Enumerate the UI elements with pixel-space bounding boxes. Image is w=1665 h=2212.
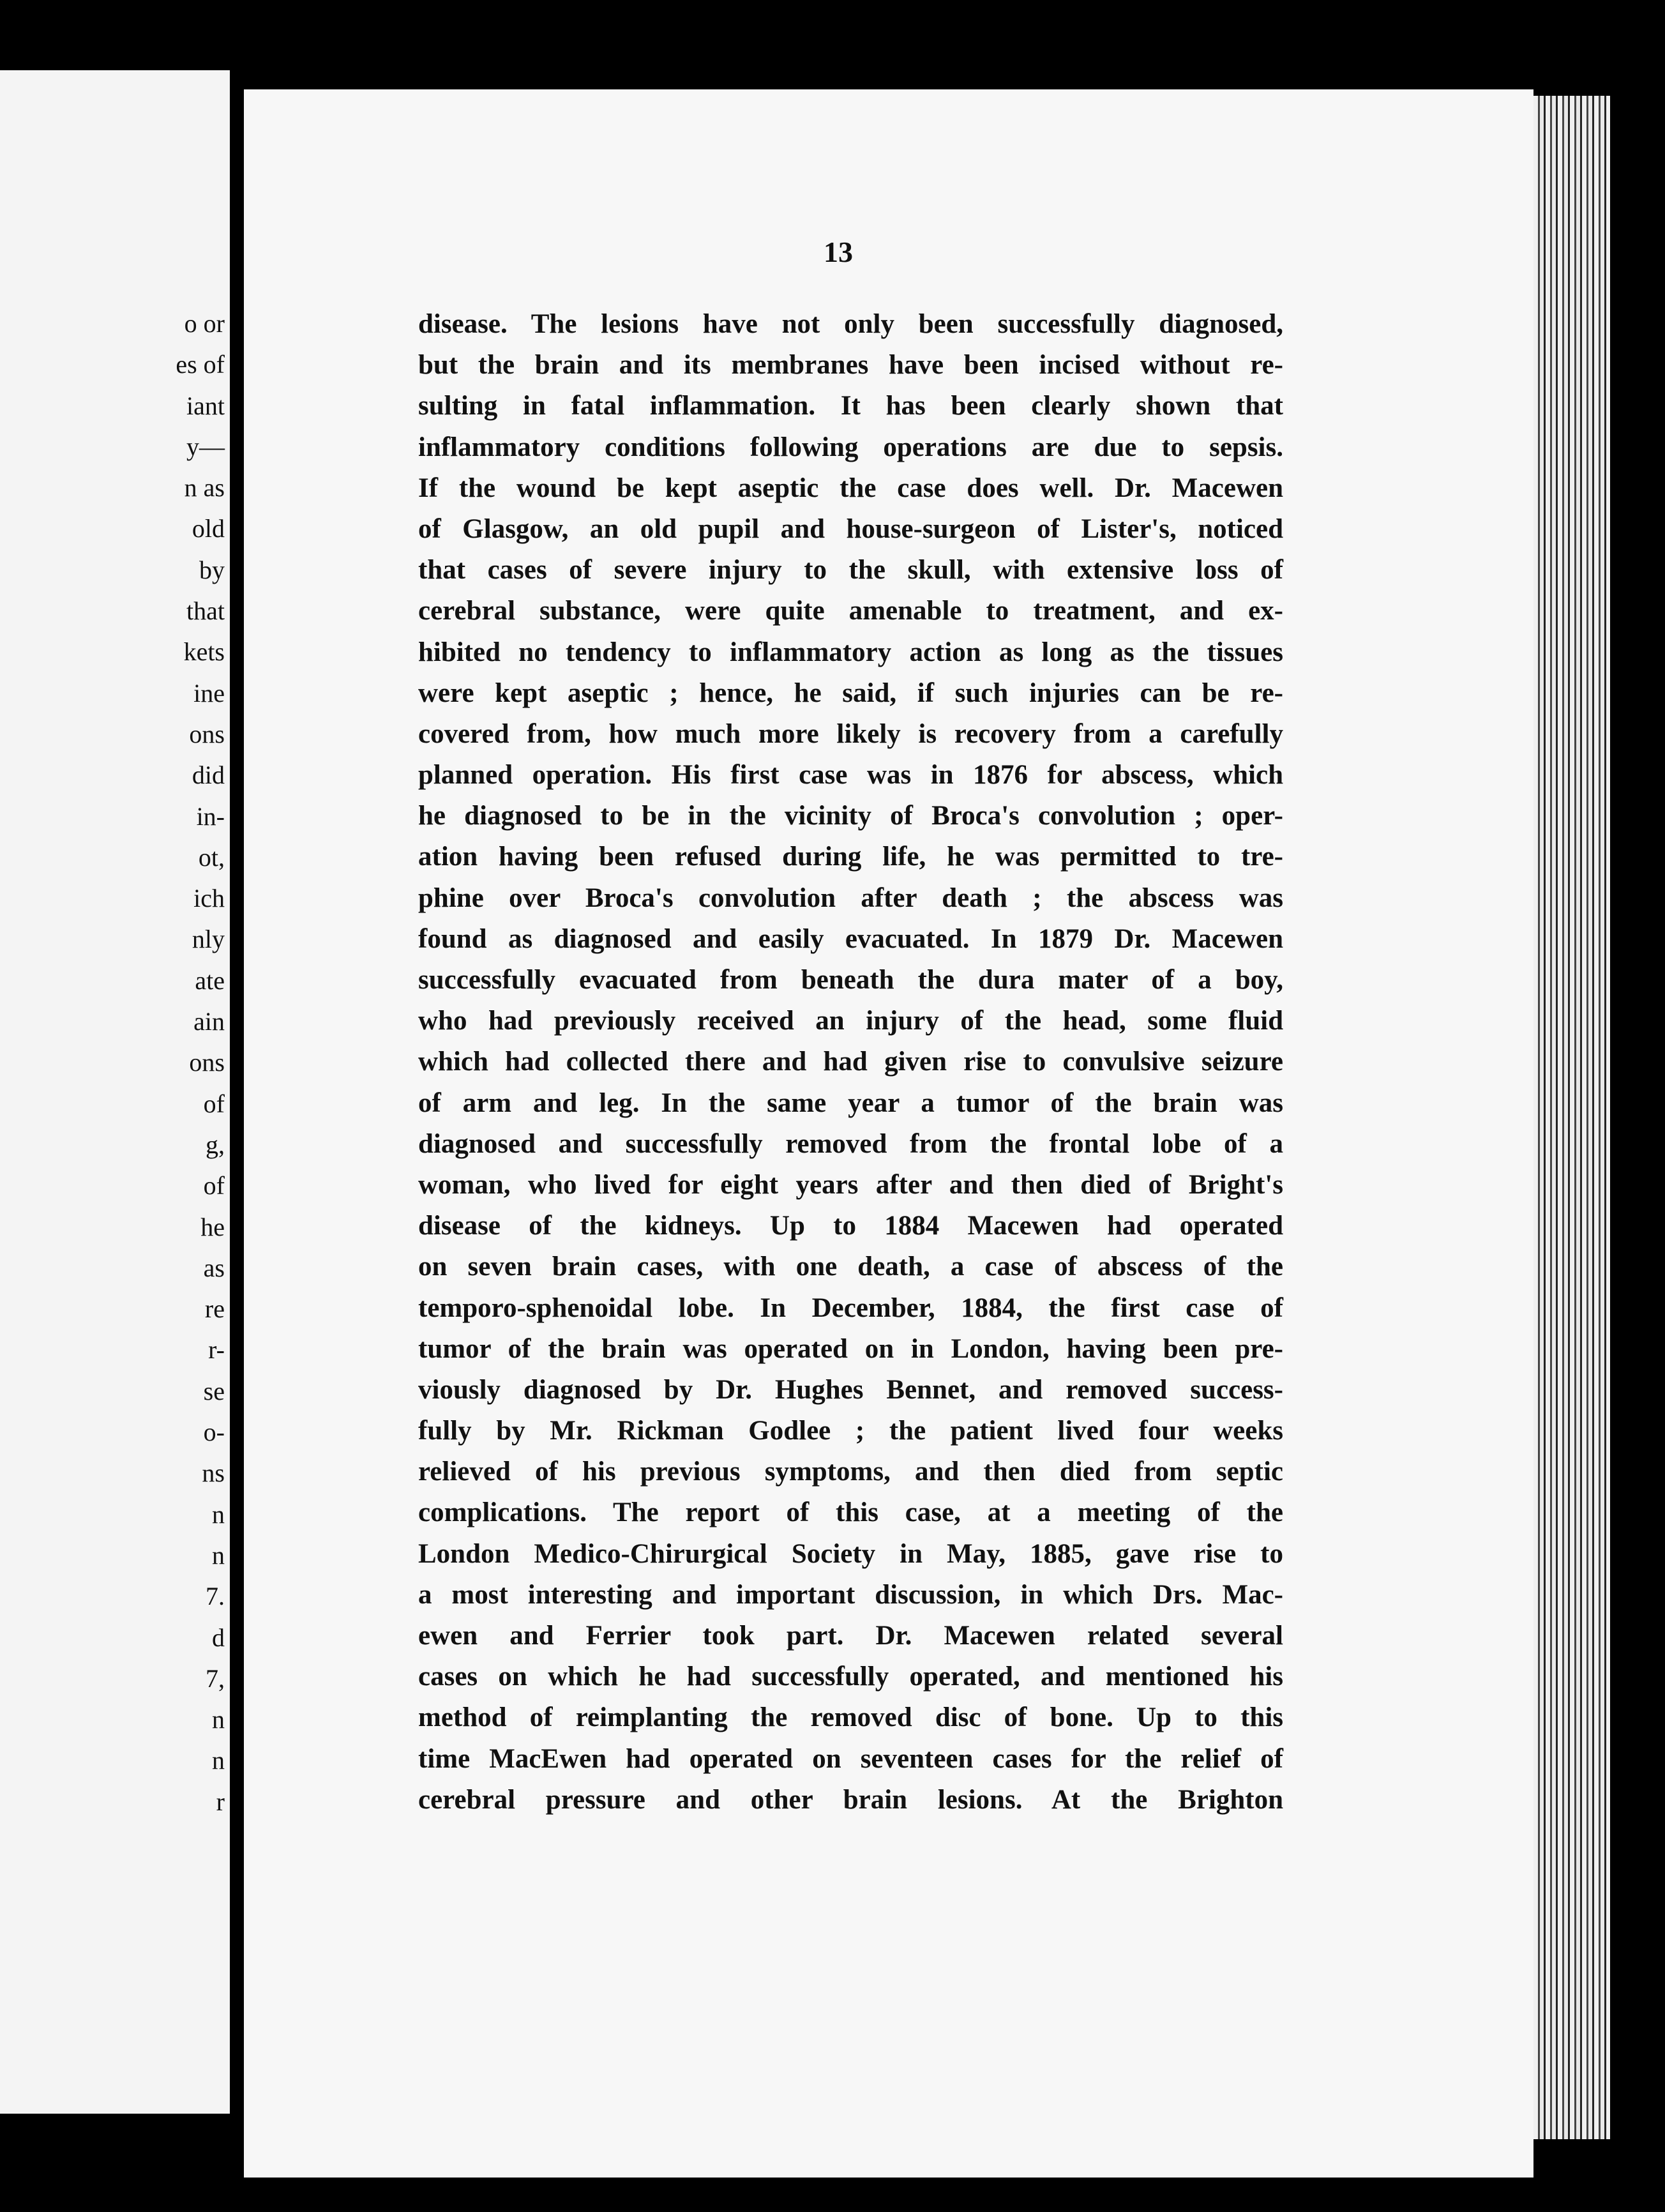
text-line: which had collected there and had given rise to convulsive seizure [418,1047,1283,1077]
page-number: 13 [824,236,853,268]
left-fragment-line: ain [193,1007,225,1036]
left-fragment-line: es of [176,350,225,379]
left-fragment-line: n [212,1705,225,1734]
left-fragment-line: nly [192,925,225,954]
text-line: cerebral substance, were quite amenable to treatment, and ex- [418,596,1283,626]
left-fragment-line: o or [184,309,225,338]
text-line: woman, who lived for eight years after and then died of Bright's [418,1169,1283,1200]
left-fragment-line: n [212,1746,225,1775]
left-fragment-line: ine [193,678,225,708]
text-line: phine over Broca's convolution after death ; the abscess was [418,883,1283,913]
text-line: cerebral pressure and other brain lesions. At the Brighton [418,1784,1283,1815]
text-line: cases on which he had successfully operated, and mentioned his [418,1662,1283,1692]
text-line: diagnosed and successfully removed from the frontal lobe of a [418,1128,1283,1159]
left-fragment-line: re [204,1294,225,1324]
left-fragment-line: d [212,1623,225,1652]
left-fragment-line: ns [202,1458,225,1488]
text-line: found as diagnosed and easily evacuated. In 1879 Dr. Macewen [418,923,1283,954]
text-line: disease of the kidneys. Up to 1884 Macewen had operated [418,1211,1283,1241]
left-fragment-line: n [212,1540,225,1570]
text-line: London Medico-Chirurgical Society in May, 1885, gave rise to [418,1538,1283,1569]
left-fragment-line: kets [183,637,225,667]
page-edges [1533,96,1610,2139]
text-line: viously diagnosed by Dr. Hughes Bennet, and removed success- [418,1374,1283,1405]
text-line: complications. The report of this case, at a meeting of the [418,1497,1283,1528]
left-fragment-line: 7, [206,1663,225,1693]
text-line: who had previously received an injury of the head, some fluid [418,1006,1283,1036]
left-fragment-line: of [203,1171,225,1201]
left-fragment-line: r [216,1787,225,1816]
text-line: planned operation. His first case was in 1876 for abscess, which [418,760,1283,791]
left-fragment-line: as [203,1253,225,1282]
text-line: ewen and Ferrier took part. Dr. Macewen related several [418,1621,1283,1651]
text-line: disease. The lesions have not only been successfully diagnosed, [418,309,1283,339]
text-line: sulting in fatal inflammation. It has been clearly shown that [418,391,1283,421]
text-line: inflammatory conditions following operations are due to sepsis. [418,432,1283,462]
body-text [418,304,1283,1821]
left-fragment-line: that [186,596,225,626]
text-line: a most interesting and important discussion, in which Drs. Mac- [418,1579,1283,1610]
text-line: he diagnosed to be in the vicinity of Broca's convolution ; oper- [418,801,1283,831]
left-fragment-line: r- [208,1335,225,1365]
text-line: successfully evacuated from beneath the dura mater of a boy, [418,965,1283,995]
text-line: of arm and leg. In the same year a tumor of the brain was [418,1087,1283,1118]
text-line: covered from, how much more likely is recovery from a carefully [418,718,1283,749]
text-line: temporo-sphenoidal lobe. In December, 1884, the first case of [418,1292,1283,1323]
text-line: that cases of severe injury to the skull, with extensive loss of [418,555,1283,586]
text-line: ation having been refused during life, he was permitted to tre- [418,842,1283,872]
text-line: time MacEwen had operated on seventeen cases for the relief of [418,1743,1283,1774]
text-line: method of reimplanting the removed disc of bone. Up to this [418,1702,1283,1733]
text-line: but the brain and its membranes have been incised without re- [418,350,1283,381]
book-gutter [230,0,244,2212]
left-fragment-line: ons [189,719,225,748]
left-fragment-line: iant [186,391,225,420]
left-fragment-line: ich [193,884,225,913]
text-line: hibited no tendency to inflammatory action as long as the tissues [418,637,1283,667]
text-line: on seven brain cases, with one death, a case of abscess of the [418,1252,1283,1282]
left-fragment-line: n as [184,473,225,503]
left-fragment-line: old [192,514,225,543]
left-fragment-line: by [199,555,225,584]
left-fragment-line: se [203,1376,225,1405]
left-fragment-line: in- [196,801,225,831]
left-fragment-line: of [203,1089,225,1118]
left-fragment-line: y— [186,432,225,461]
left-fragment-line: did [192,761,225,790]
text-line: of Glasgow, an old pupil and house-surgeon of Lister's, noticed [418,513,1283,544]
left-fragment-line: o- [203,1418,225,1447]
left-facing-page [0,70,230,2114]
left-fragment-line: ons [189,1048,225,1077]
text-line: relieved of his previous symptoms, and then died from septic [418,1457,1283,1487]
left-fragment-line: 7. [206,1582,225,1611]
text-line: were kept aseptic ; hence, he said, if such injuries can be re- [418,678,1283,708]
left-fragment-line: he [200,1212,225,1241]
text-line: tumor of the brain was operated on in London, having been pre- [418,1333,1283,1364]
left-fragment-line: ot, [198,842,225,872]
left-fragment-line: n [212,1499,225,1529]
left-fragment-line: ate [195,966,225,995]
left-page-text-fragments [176,303,225,1822]
left-fragment-line: g, [206,1130,225,1159]
text-line: If the wound be kept aseptic the case does well. Dr. Macewen [418,473,1283,503]
text-line: fully by Mr. Rickman Godlee ; the patient lived four weeks [418,1416,1283,1446]
